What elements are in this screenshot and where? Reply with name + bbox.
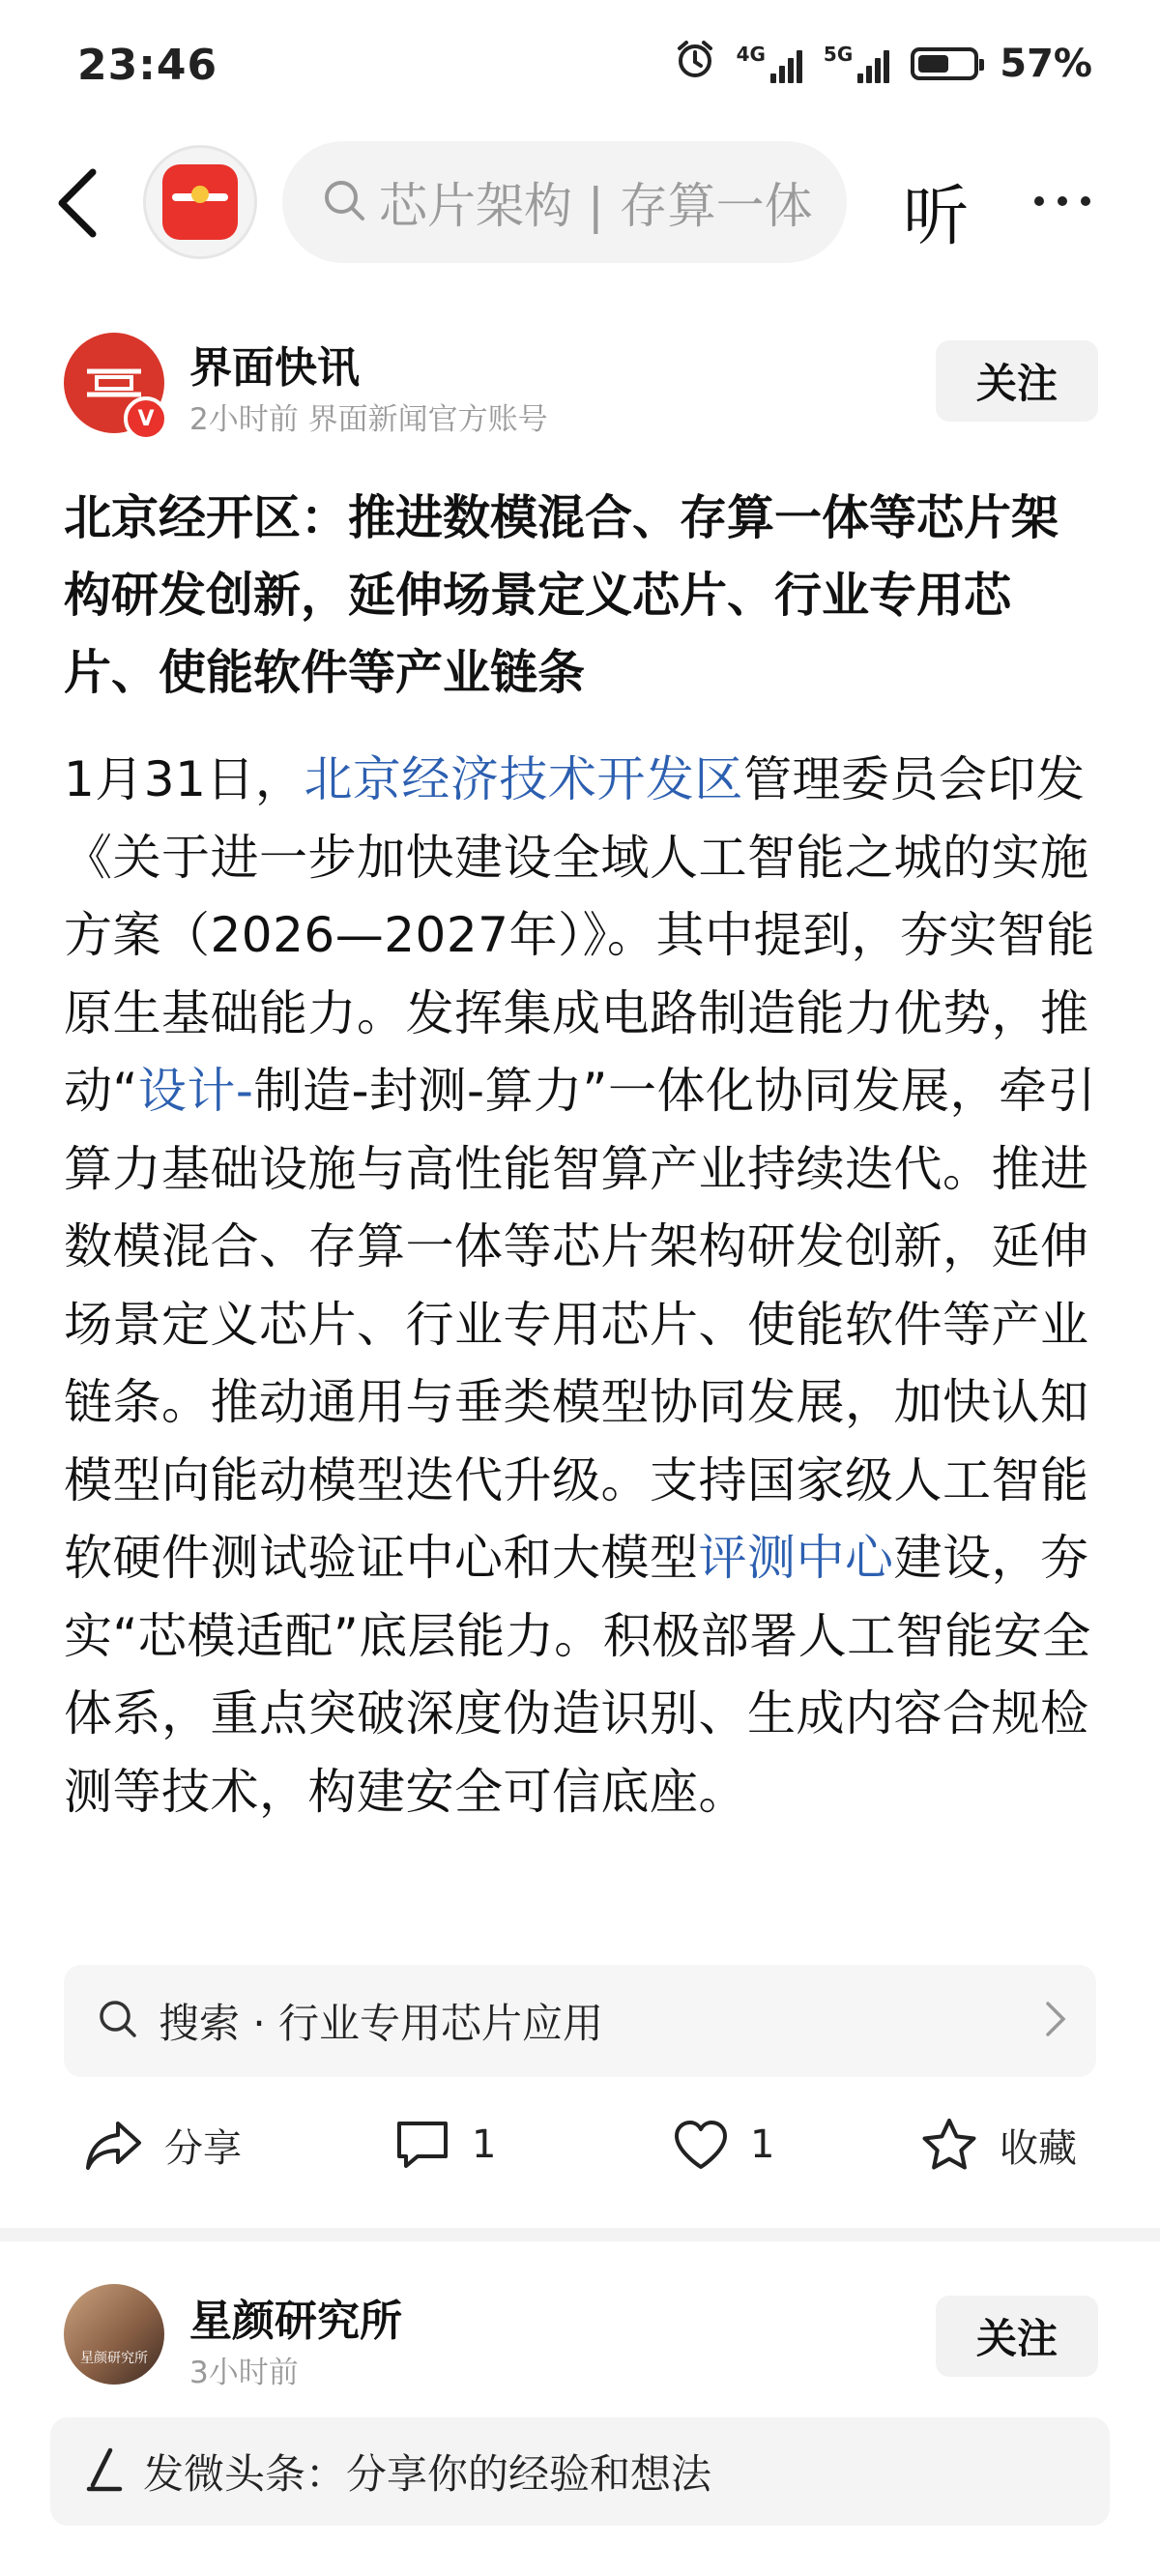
search-placeholder: 芯片架构 | 存算一体 <box>379 178 813 234</box>
back-button[interactable] <box>50 164 108 242</box>
comment-icon <box>394 2118 450 2172</box>
link-beijing-edz[interactable]: 北京经济技术开发区 <box>304 751 743 807</box>
related-search-text: 搜索 · 行业专用芯片应用 <box>159 2000 604 2047</box>
like-count: 1 <box>750 2122 775 2167</box>
star-icon <box>920 2117 978 2173</box>
battery-icon <box>911 47 978 80</box>
signal-4g-icon: 4G <box>737 44 802 83</box>
favorite-label: 收藏 <box>1000 2125 1077 2171</box>
search-icon <box>97 1998 139 2044</box>
chevron-right-icon <box>1044 2000 1067 2042</box>
body-text: 制造-封测-算力”一体化协同发展，牵引算力基础设施与高性能智算产业持续迭代。推进数模混合、存算一体等芯片架构研发创新，延伸场景定义芯片、行业专用芯片、使能软件等产业链条。推动通用与垂类模型协同发展，加快认知模型向能动模型迭代升级。支持国家级人工智能软硬件测试验证中心和大模型 <box>64 1063 1096 1586</box>
verified-badge: V <box>124 396 168 441</box>
share-icon <box>85 2118 143 2172</box>
battery-percent: 57% <box>1000 42 1092 86</box>
post-input-bar[interactable] <box>50 2417 1110 2526</box>
red-packet-icon[interactable] <box>143 145 257 259</box>
author-meta: 2小时前 界面新闻官方账号 <box>189 402 548 437</box>
avatar[interactable] <box>64 2284 164 2385</box>
link-eval-center[interactable]: 评测中心 <box>698 1530 894 1586</box>
body-text: 1月31日， <box>64 751 304 807</box>
follow-button[interactable]: 关注 <box>936 340 1098 422</box>
more-icon[interactable] <box>1034 196 1090 206</box>
author-meta: 3小时前 <box>189 2356 299 2390</box>
comment-count: 1 <box>472 2122 497 2167</box>
article-body <box>64 741 1108 1830</box>
article-title: 北京经开区：推进数模混合、存算一体等芯片架构研发创新，延伸场景定义芯片、行业专用芯片、使能软件等产业链条 <box>64 490 1059 700</box>
heart-icon <box>673 2119 729 2171</box>
favorite-button[interactable] <box>920 2108 1077 2181</box>
alarm-icon <box>675 39 715 89</box>
status-time: 23:46 <box>77 41 218 90</box>
like-button[interactable] <box>673 2108 774 2181</box>
listen-button[interactable]: 听 <box>903 179 970 255</box>
search-icon <box>321 177 367 227</box>
body-text: 管理委员会印发《关于进一步加快建设全域人工智能之城的实施方案（2026—2027年）》。其中提到，夯实智能原生基础能力。发挥集成电路制造能力优势，推动“ <box>64 751 1095 1119</box>
post-placeholder: 发微头条：分享你的经验和想法 <box>143 2450 712 2498</box>
status-icons <box>675 39 1092 89</box>
link-design[interactable]: 设计- <box>137 1063 254 1119</box>
section-divider <box>0 2228 1160 2241</box>
pen-icon <box>83 2446 126 2497</box>
avatar-text: 星颜研究所 <box>80 2351 148 2366</box>
related-search[interactable] <box>64 1965 1096 2077</box>
body-text: 建设，夯实“芯模适配”底层能力。积极部署人工智能安全体系，重点突破深度伪造识别、生成内容合规检测等技术，构建安全可信底座。 <box>64 1530 1091 1820</box>
share-label: 分享 <box>164 2125 242 2171</box>
chevron-left-icon <box>50 164 108 242</box>
share-button[interactable] <box>85 2108 242 2181</box>
search-bar[interactable] <box>282 141 847 263</box>
comment-button[interactable] <box>394 2108 496 2181</box>
author-name[interactable]: 界面快讯 <box>189 343 360 393</box>
author-name[interactable]: 星颜研究所 <box>189 2297 402 2346</box>
follow-button[interactable]: 关注 <box>936 2296 1098 2377</box>
signal-5g-icon: 5G <box>824 44 889 83</box>
